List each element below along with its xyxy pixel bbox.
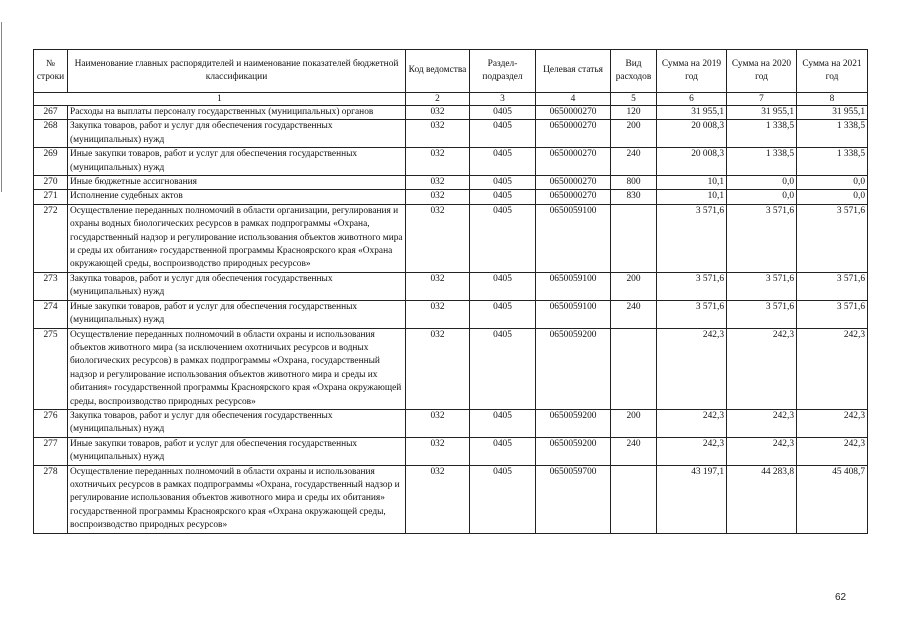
row-sum-2019: 3 571,6 [657,300,727,328]
row-vid: 800 [611,176,657,190]
row-number: 267 [34,106,68,120]
row-name: Осуществление переданных полномочий в области охраны и использования объектов животного мира (за исключением охотничьих ресурсов и водных биологических ресурсов) в рамках подпрограммы «Охрана, государственный надзор и регулирование использования объектов животного мира и среды их обитания» государственной программы Красноярского края «Охрана окружающей среды, воспроизводство природных ресурсов» [68,328,406,409]
row-sum-2020: 3 571,6 [727,300,797,328]
row-number: 270 [34,176,68,190]
header-sum-2019: Сумма на 2019 год [657,50,727,93]
row-ved: 032 [406,465,470,533]
header-ved: Код ведомства [406,50,470,93]
row-sum-2020: 0,0 [727,176,797,190]
row-vid [611,465,657,533]
row-sum-2019: 242,3 [657,409,727,437]
table-row [34,106,868,120]
row-number: 269 [34,148,68,176]
row-number: 278 [34,465,68,533]
row-razdel: 0405 [470,148,536,176]
row-vid: 830 [611,190,657,204]
row-vid: 200 [611,272,657,300]
row-statya: 0650059200 [536,409,611,437]
row-number: 274 [34,300,68,328]
header-vid: Вид расходов [611,50,657,93]
row-sum-2021: 3 571,6 [797,300,868,328]
row-name: Закупка товаров, работ и услуг для обеспечения государственных (муниципальных) нужд [68,409,406,437]
row-sum-2019: 43 197,1 [657,465,727,533]
row-razdel: 0405 [470,190,536,204]
row-sum-2020: 1 338,5 [727,148,797,176]
row-statya: 0650059200 [536,328,611,409]
table-row [34,272,868,300]
row-razdel: 0405 [470,176,536,190]
column-number: 1 [34,93,406,106]
table-row [34,300,868,328]
row-vid: 200 [611,120,657,148]
row-name: Расходы на выплаты персоналу государственных (муниципальных) органов [68,106,406,120]
row-sum-2021: 242,3 [797,328,868,409]
row-sum-2020: 242,3 [727,328,797,409]
row-number: 275 [34,328,68,409]
row-razdel: 0405 [470,204,536,272]
table-row [34,190,868,204]
row-ved: 032 [406,437,470,465]
row-sum-2021: 1 338,5 [797,120,868,148]
header-name: Наименование главных распорядителей и наименование показателей бюджетной классификации [68,50,406,93]
column-number: 4 [536,93,611,106]
row-statya: 0650059100 [536,204,611,272]
row-sum-2019: 10,1 [657,190,727,204]
column-number: 2 [406,93,470,106]
column-number: 7 [727,93,797,106]
row-razdel: 0405 [470,437,536,465]
row-statya: 0650059200 [536,437,611,465]
row-number: 273 [34,272,68,300]
table-row [34,437,868,465]
row-razdel: 0405 [470,300,536,328]
row-name: Иные закупки товаров, работ и услуг для обеспечения государственных (муниципальных) нужд [68,148,406,176]
budget-table [33,49,868,534]
row-sum-2019: 10,1 [657,176,727,190]
column-number: 6 [657,93,727,106]
row-number: 272 [34,204,68,272]
row-name: Закупка товаров, работ и услуг для обеспечения государственных (муниципальных) нужд [68,272,406,300]
row-name: Закупка товаров, работ и услуг для обеспечения государственных (муниципальных) нужд [68,120,406,148]
row-sum-2021: 3 571,6 [797,204,868,272]
row-sum-2021: 242,3 [797,409,868,437]
row-statya: 0650000270 [536,148,611,176]
row-statya: 0650059100 [536,300,611,328]
row-sum-2019: 20 008,3 [657,120,727,148]
row-vid: 240 [611,300,657,328]
header-sum-2020: Сумма на 2020 год [727,50,797,93]
row-sum-2020: 242,3 [727,409,797,437]
table-row [34,465,868,533]
row-razdel: 0405 [470,465,536,533]
table-row [34,148,868,176]
header-razdel: Раздел-подраздел [470,50,536,93]
table-row [34,120,868,148]
row-statya: 0650000270 [536,106,611,120]
header-no: № строки [34,50,68,93]
row-sum-2021: 1 338,5 [797,148,868,176]
row-name: Иные закупки товаров, работ и услуг для обеспечения государственных (муниципальных) нужд [68,300,406,328]
row-statya: 0650059100 [536,272,611,300]
row-name: Осуществление переданных полномочий в области организации, регулирования и охраны водных биологических ресурсов в рамках подпрограммы «Охрана, государственный надзор и регулирование использования объектов животного мира и среды их обитания» государственной программы Красноярского края «Охрана окружающей среды, воспроизводство природных ресурсов» [68,204,406,272]
row-razdel: 0405 [470,328,536,409]
column-number: 5 [611,93,657,106]
row-sum-2019: 242,3 [657,328,727,409]
row-ved: 032 [406,176,470,190]
row-sum-2021: 0,0 [797,176,868,190]
row-razdel: 0405 [470,120,536,148]
row-ved: 032 [406,148,470,176]
row-ved: 032 [406,190,470,204]
row-razdel: 0405 [470,409,536,437]
row-sum-2021: 45 408,7 [797,465,868,533]
row-number: 277 [34,437,68,465]
row-vid: 200 [611,409,657,437]
row-name: Иные бюджетные ассигнования [68,176,406,190]
page-edge-mark [1,22,2,192]
row-ved: 032 [406,272,470,300]
row-sum-2020: 1 338,5 [727,120,797,148]
row-sum-2019: 3 571,6 [657,204,727,272]
column-number: 8 [797,93,868,106]
row-statya: 0650000270 [536,190,611,204]
row-sum-2019: 31 955,1 [657,106,727,120]
row-ved: 032 [406,204,470,272]
header-row [34,50,868,93]
table-row [34,328,868,409]
row-sum-2021: 31 955,1 [797,106,868,120]
page-number: 62 [835,592,847,603]
row-statya: 0650000270 [536,176,611,190]
header-statya: Целевая статья [536,50,611,93]
row-vid: 240 [611,437,657,465]
table-row [34,409,868,437]
row-statya: 0650059700 [536,465,611,533]
row-vid [611,204,657,272]
row-name: Исполнение судебных актов [68,190,406,204]
row-sum-2021: 0,0 [797,190,868,204]
row-number: 271 [34,190,68,204]
column-number-row [34,93,868,106]
row-sum-2020: 0,0 [727,190,797,204]
row-razdel: 0405 [470,272,536,300]
table-body [34,106,868,534]
table-row [34,204,868,272]
table-row [34,176,868,190]
row-vid: 240 [611,148,657,176]
row-sum-2019: 3 571,6 [657,272,727,300]
column-number: 3 [470,93,536,106]
row-number: 268 [34,120,68,148]
row-sum-2020: 3 571,6 [727,272,797,300]
row-razdel: 0405 [470,106,536,120]
row-sum-2020: 44 283,8 [727,465,797,533]
row-statya: 0650000270 [536,120,611,148]
row-sum-2019: 242,3 [657,437,727,465]
row-number: 276 [34,409,68,437]
row-ved: 032 [406,328,470,409]
row-ved: 032 [406,300,470,328]
row-name: Иные закупки товаров, работ и услуг для обеспечения государственных (муниципальных) нужд [68,437,406,465]
row-vid: 120 [611,106,657,120]
row-ved: 032 [406,106,470,120]
row-sum-2019: 20 008,3 [657,148,727,176]
header-sum-2021: Сумма на 2021 год [797,50,868,93]
row-name: Осуществление переданных полномочий в области охраны и использования охотничьих ресурсов в рамках подпрограммы «Охрана, государственный надзор и регулирование использования объектов животного мира и среды их обитания» государственной программы Красноярского края «Охрана окружающей среды, воспроизводство природных ресурсов» [68,465,406,533]
row-sum-2020: 242,3 [727,437,797,465]
row-sum-2020: 31 955,1 [727,106,797,120]
row-ved: 032 [406,409,470,437]
row-ved: 032 [406,120,470,148]
row-sum-2021: 3 571,6 [797,272,868,300]
row-vid [611,328,657,409]
row-sum-2021: 242,3 [797,437,868,465]
row-sum-2020: 3 571,6 [727,204,797,272]
